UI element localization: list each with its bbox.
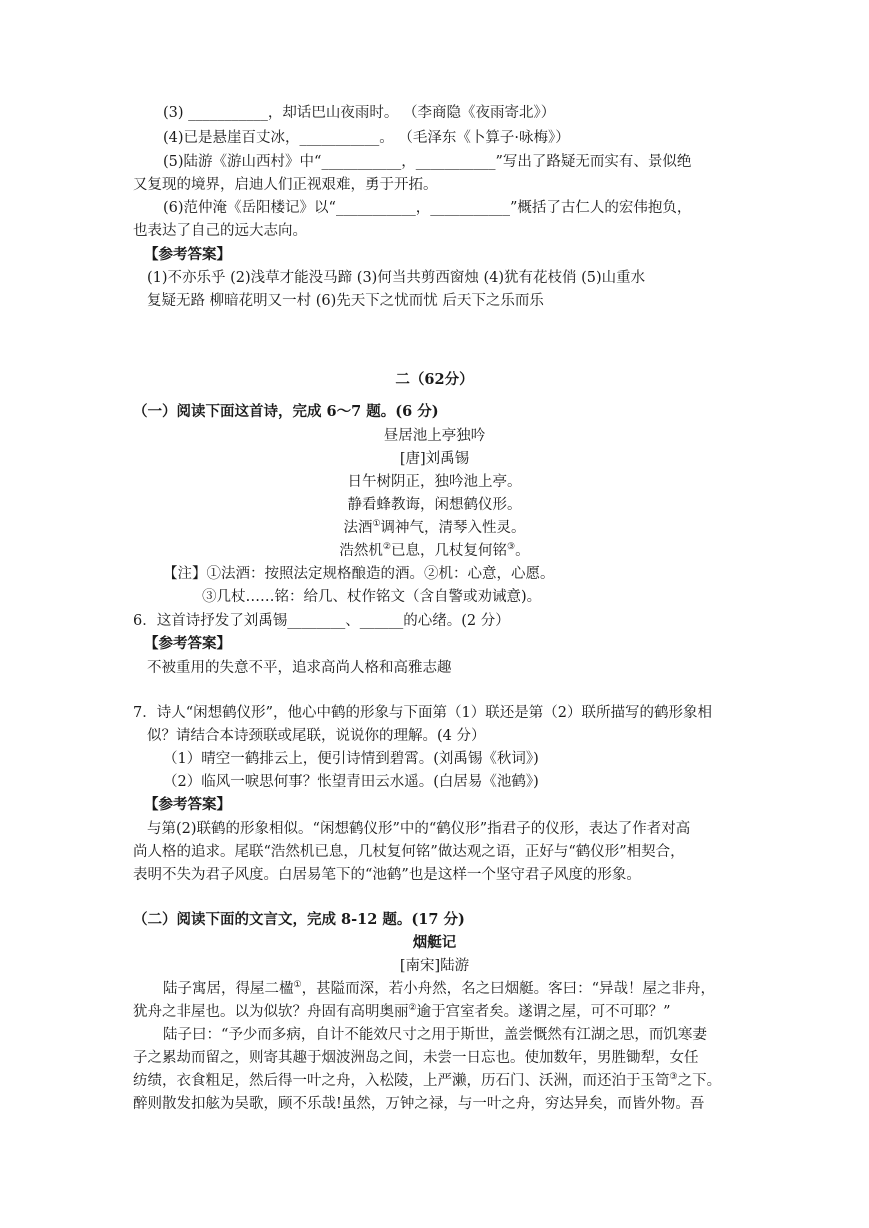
- q5-answer-line1: (1)不亦乐乎 (2)浅草才能没马蹄 (3)何当共剪西窗烛 (4)犹有花枝俏 (5)山重水: [147, 270, 646, 286]
- q5-item-3: (3) ___________，却话巴山夜雨时。 （李商隐《夜雨寄北》）: [163, 105, 556, 121]
- poem-note-1: 【注】①法酒：按照法定规格酿造的酒。②机：心意，心愿。: [163, 566, 555, 582]
- q5-answer-line2: 复疑无路 柳暗花明又一村 (6)先天下之忧而忧 后天下之乐而乐: [147, 293, 544, 309]
- section-heading: 二（62分）: [395, 371, 474, 388]
- footnote-marker: ③: [507, 542, 516, 552]
- footnote-marker: ②: [382, 542, 391, 552]
- q7-answer-label: 【参考答案】: [144, 796, 231, 813]
- essay-title: 烟艇记: [412, 934, 457, 951]
- q5-answer-label: 【参考答案】: [144, 246, 231, 263]
- footnote-marker: ②: [408, 1003, 417, 1013]
- q6-answer: 不被重用的失意不平，追求高尚人格和高雅志趣: [147, 660, 452, 676]
- essay-para1-line2: 犹舟之非屋也。以为似欤？舟固有高明奥丽②逾于宫室者矣。遂谓之屋，可不可耶？”: [133, 1003, 671, 1020]
- q5-item-5-line1: (5)陆游《游山西村》中“___________，___________”写出了路疑无而实有、景似绝: [163, 154, 692, 170]
- essay-para2-line1: 陆子曰：“予少而多病，自计不能效尺寸之用于斯世，盖尝慨然有江湖之思，而饥寒妻: [163, 1027, 707, 1043]
- q5-item-5-line2: 又复现的境界，启迪人们正视艰难，勇于开拓。: [133, 177, 438, 193]
- poem-author: [唐]刘禹锡: [399, 451, 470, 467]
- q7-option-2: （2）临风一唳思何事？怅望青田云水遥。(白居易《池鹤》): [163, 774, 539, 790]
- poem-line-3: 法酒①调神气，清琴入性灵。: [343, 519, 526, 536]
- q7-answer-line3: 表明不失为君子风度。白居易笔下的“池鹤”也是这样一个坚守君子风度的形象。: [133, 867, 641, 883]
- poem-line-4: 浩然机②已息，几杖复何铭③。: [339, 542, 530, 559]
- footnote-marker: ①: [372, 519, 381, 529]
- question-7-line2: 似？请结合本诗颈联或尾联，说说你的理解。(4 分）: [147, 728, 486, 744]
- q7-option-1: （1）晴空一鹤排云上，便引诗情到碧霄。(刘禹锡《秋词》): [163, 751, 539, 767]
- q5-item-6-line1: (6)范仲淹《岳阳楼记》以“___________，___________”概括了古仁人的宏伟抱负，: [163, 200, 692, 216]
- essay-para2-line3: 纺绩，衣食粗足，然后得一叶之舟，入松陵，上严濑，历石门、沃洲，而还泊于玉笥③之下。: [133, 1072, 722, 1089]
- essay-author: [南宋]陆游: [399, 958, 470, 974]
- q7-answer-line2: 尚人格的追求。尾联“浩然机已息，几杖复何铭”做达观之语，正好与“鹤仪形”相契合，: [133, 844, 685, 860]
- q6-answer-label: 【参考答案】: [144, 635, 231, 652]
- essay-para2-line4: 醉则散发扣舷为吴歌，顾不乐哉!虽然，万钟之禄，与一叶之舟，穷达异矣，而皆外物。吾: [133, 1096, 705, 1112]
- poem-title: 昼居池上亭独吟: [383, 428, 486, 444]
- q5-item-4: (4)已是悬崖百丈冰，___________。 （毛泽东《卜算子·咏梅》）: [163, 130, 570, 146]
- poem-line-2: 静看蜂教诲，闲想鹤仪形。: [347, 497, 522, 513]
- question-7-line1: 7．诗人“闲想鹤仪形”，他心中鹤的形象与下面第（1）联还是第（2）联所描写的鹤形象相: [133, 705, 712, 721]
- essay-para1-line1: 陆子寓居，得屋二楹①，甚隘而深，若小舟然，名之曰烟艇。客曰：“异哉！屋之非舟，: [163, 980, 715, 997]
- part1-heading: （一）阅读下面这首诗，完成 6～7 题。(6 分): [133, 403, 439, 420]
- essay-para2-line2: 子之累劫而留之，则寄其趣于烟波洲岛之间，未尝一日忘也。使加数年，男胜锄犁，女任: [133, 1050, 699, 1066]
- poem-note-2: ③几杖……铭：给几、杖作铭文（含自警或劝诫意)。: [202, 589, 542, 605]
- footnote-marker: ①: [293, 980, 302, 990]
- part2-heading: （二）阅读下面的文言文，完成 8-12 题。(17 分): [133, 911, 465, 928]
- q5-item-6-line2: 也表达了自己的远大志向。: [133, 223, 307, 239]
- q7-answer-line1: 与第(2)联鹤的形象相似。“闲想鹤仪形”中的“鹤仪形”指君子的仪形，表达了作者对高: [147, 821, 691, 837]
- question-6: 6．这首诗抒发了刘禹锡________、______的心绪。(2 分）: [133, 613, 510, 629]
- poem-line-1: 日午树阴正，独吟池上亭。: [347, 474, 522, 490]
- footnote-marker: ③: [669, 1072, 678, 1082]
